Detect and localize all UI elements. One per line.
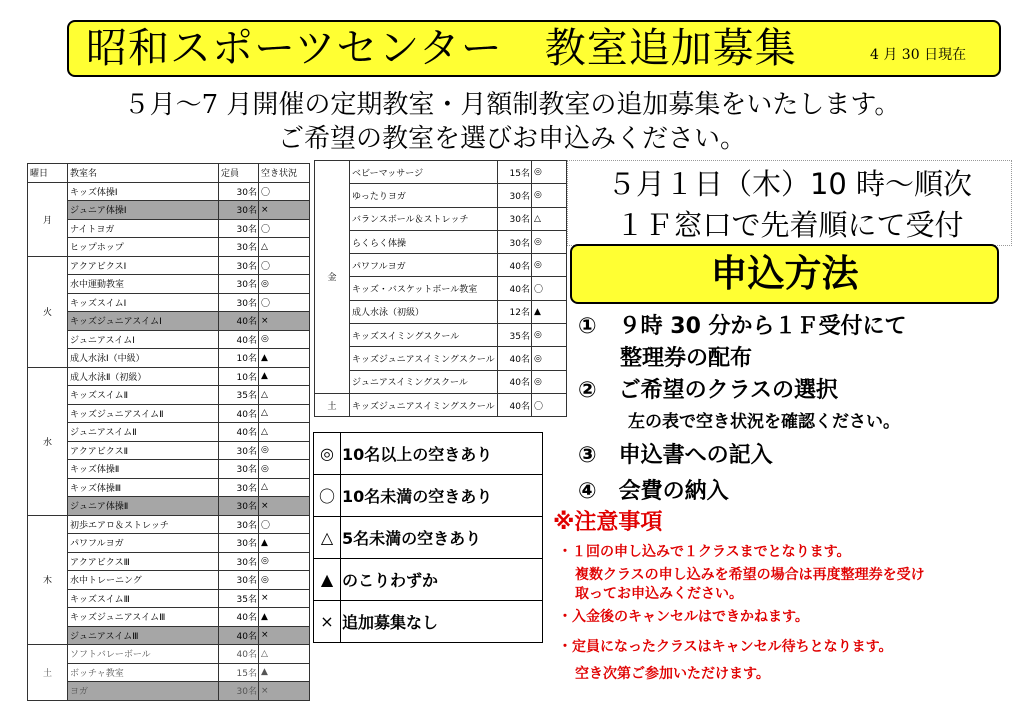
class-name: ヨガ — [68, 682, 219, 701]
availability-status: ▲ — [259, 663, 310, 682]
class-capacity: 30名 — [219, 552, 259, 571]
application-place: １Ｆ窓口で先着順にて受付 — [615, 208, 964, 242]
class-capacity: 10名 — [219, 367, 259, 386]
availability-status: 〇 — [532, 393, 567, 416]
availability-status: 〇 — [259, 515, 310, 534]
availability-status: × — [259, 312, 310, 331]
step-1-detail: 整理券の配布 — [620, 346, 753, 371]
class-name: キッズ体操Ⅱ — [68, 460, 219, 479]
step-4: ④ 会費の納入 — [578, 479, 729, 504]
availability-status: ◎ — [532, 254, 567, 277]
class-capacity: 40名 — [219, 404, 259, 423]
class-name: ソフトバレーボール — [68, 645, 219, 664]
class-capacity: 30名 — [219, 293, 259, 312]
schedule-row — [315, 370, 567, 393]
schedule-row — [28, 349, 310, 368]
class-capacity: 30名 — [219, 460, 259, 479]
schedule-row — [28, 423, 310, 442]
schedule-row — [315, 393, 567, 416]
class-capacity: 15名 — [219, 663, 259, 682]
legend-row — [314, 559, 543, 601]
schedule-row — [315, 300, 567, 323]
class-name: 成人水泳Ⅱ（初級） — [68, 367, 219, 386]
legend-text: 5名未満の空きあり — [341, 517, 543, 559]
note-1-detail-2: 取ってお申込みください。 — [575, 586, 743, 602]
class-capacity: 30名 — [219, 534, 259, 553]
availability-status: ◎ — [259, 460, 310, 479]
schedule-row — [315, 347, 567, 370]
class-capacity: 40名 — [219, 312, 259, 331]
application-date: ５月１日（木）10 時〜順次 — [606, 167, 973, 201]
header-capacity: 定員 — [219, 164, 259, 183]
availability-status: × — [259, 497, 310, 516]
schedule-row — [28, 682, 310, 701]
class-name: ボッチャ教室 — [68, 663, 219, 682]
schedule-row — [28, 663, 310, 682]
schedule-row — [28, 626, 310, 645]
class-capacity: 30名 — [219, 441, 259, 460]
schedule-row — [28, 589, 310, 608]
availability-status: ◎ — [532, 230, 567, 253]
class-capacity: 30名 — [498, 230, 532, 253]
availability-status: ◎ — [532, 370, 567, 393]
class-name: 成人水泳Ⅰ（中級） — [68, 349, 219, 368]
class-name: キッズ体操Ⅰ — [68, 182, 219, 201]
class-name: アクアビクスⅢ — [68, 552, 219, 571]
schedule-row — [28, 312, 310, 331]
notes-heading: ※注意事項 — [553, 510, 663, 535]
class-capacity: 12名 — [498, 300, 532, 323]
class-capacity: 35名 — [498, 324, 532, 347]
method-title: 申込方法 — [570, 244, 999, 304]
schedule-table-right — [314, 160, 567, 417]
class-capacity: 30名 — [219, 219, 259, 238]
class-name: ジュニアスイムⅢ — [68, 626, 219, 645]
schedule-row — [28, 238, 310, 257]
status-legend — [313, 432, 543, 643]
as-of-date: 4 月 30 日現在 — [870, 47, 967, 63]
availability-status: ◎ — [259, 330, 310, 349]
class-name: ジュニア体操Ⅰ — [68, 201, 219, 220]
class-capacity: 40名 — [498, 254, 532, 277]
day-cell: 火 — [28, 256, 68, 367]
legend-symbol: × — [314, 601, 341, 643]
availability-status: × — [259, 626, 310, 645]
class-name: ナイトヨガ — [68, 219, 219, 238]
class-name: 水中運動教室 — [68, 275, 219, 294]
schedule-row — [28, 404, 310, 423]
class-capacity: 40名 — [219, 330, 259, 349]
class-capacity: 40名 — [498, 370, 532, 393]
class-name: バランスボール＆ストレッチ — [350, 207, 498, 230]
day-cell: 金 — [315, 161, 350, 394]
availability-status: ◎ — [532, 161, 567, 184]
class-name: ジュニアスイムⅠ — [68, 330, 219, 349]
legend-text: 追加募集なし — [341, 601, 543, 643]
availability-status: × — [259, 201, 310, 220]
schedule-row — [28, 478, 310, 497]
schedule-header-row — [28, 164, 310, 183]
note-1-detail: 複数クラスの申し込みを希望の場合は再度整理券を受け — [575, 567, 925, 583]
availability-status: 〇 — [259, 182, 310, 201]
availability-status: ▲ — [259, 534, 310, 553]
class-name: ジュニアスイムⅡ — [68, 423, 219, 442]
day-cell: 木 — [28, 515, 68, 645]
schedule-row — [28, 460, 310, 479]
schedule-row — [28, 645, 310, 664]
availability-status: 〇 — [532, 277, 567, 300]
legend-text: 10名以上の空きあり — [341, 433, 543, 475]
schedule-row — [28, 219, 310, 238]
legend-symbol: 〇 — [314, 475, 341, 517]
class-capacity: 30名 — [219, 201, 259, 220]
class-capacity: 30名 — [498, 184, 532, 207]
availability-status: △ — [259, 478, 310, 497]
class-name: キッズジュニアスイムⅠ — [68, 312, 219, 331]
class-name: キッズスイムⅠ — [68, 293, 219, 312]
class-name: キッズジュニアスイミングスクール — [350, 393, 498, 416]
class-name: キッズスイミングスクール — [350, 324, 498, 347]
availability-status: ◎ — [259, 571, 310, 590]
availability-status: ◎ — [532, 347, 567, 370]
schedule-row — [315, 254, 567, 277]
day-cell: 土 — [315, 393, 350, 416]
availability-status: ◎ — [532, 184, 567, 207]
class-name: パワフルヨガ — [68, 534, 219, 553]
class-name: 水中トレーニング — [68, 571, 219, 590]
schedule-row — [28, 201, 310, 220]
class-capacity: 30名 — [219, 182, 259, 201]
schedule-row — [28, 552, 310, 571]
class-name: キッズスイムⅡ — [68, 386, 219, 405]
availability-status: ▲ — [259, 608, 310, 627]
class-name: アクアビクスⅡ — [68, 441, 219, 460]
schedule-row — [28, 608, 310, 627]
class-name: 成人水泳（初級） — [350, 300, 498, 323]
class-name: ジュニア体操Ⅱ — [68, 497, 219, 516]
availability-status: △ — [259, 645, 310, 664]
class-capacity: 30名 — [219, 571, 259, 590]
legend-row — [314, 517, 543, 559]
class-name: キッズジュニアスイムⅡ — [68, 404, 219, 423]
legend-symbol: ▲ — [314, 559, 341, 601]
step-1: ① ９時 30 分から１Ｆ受付にて — [578, 314, 907, 339]
legend-text: のこりわずか — [341, 559, 543, 601]
note-3-detail: 空き次第ご参加いただけます。 — [575, 666, 770, 682]
availability-status: ◎ — [259, 441, 310, 460]
class-name: ベビーマッサージ — [350, 161, 498, 184]
schedule-row — [28, 182, 310, 201]
availability-status: △ — [259, 238, 310, 257]
schedule-row — [28, 330, 310, 349]
schedule-row — [28, 293, 310, 312]
availability-status: ◎ — [259, 552, 310, 571]
schedule-row — [28, 367, 310, 386]
class-capacity: 35名 — [219, 589, 259, 608]
class-capacity: 30名 — [219, 238, 259, 257]
availability-status: ▲ — [532, 300, 567, 323]
day-cell: 月 — [28, 182, 68, 256]
class-capacity: 30名 — [219, 478, 259, 497]
class-name: ヒップホップ — [68, 238, 219, 257]
header-name: 教室名 — [68, 164, 219, 183]
class-name: キッズジュニアスイミングスクール — [350, 347, 498, 370]
schedule-row — [315, 230, 567, 253]
class-capacity: 30名 — [219, 256, 259, 275]
legend-row — [314, 433, 543, 475]
availability-status: △ — [259, 386, 310, 405]
legend-text: 10名未満の空きあり — [341, 475, 543, 517]
schedule-row — [28, 441, 310, 460]
availability-status: 〇 — [259, 256, 310, 275]
step-3: ③ 申込書への記入 — [578, 443, 773, 468]
step-2-note: 左の表で空き状況を確認ください。 — [628, 412, 900, 432]
day-cell: 土 — [28, 645, 68, 701]
schedule-row — [28, 571, 310, 590]
legend-row — [314, 601, 543, 643]
note-2: ・入金後のキャンセルはできかねます。 — [558, 609, 809, 625]
page-title: 昭和スポーツセンター 教室追加募集 — [86, 24, 797, 72]
class-capacity: 30名 — [498, 207, 532, 230]
class-capacity: 40名 — [219, 626, 259, 645]
header-status: 空き状況 — [259, 164, 310, 183]
availability-status: ◎ — [259, 275, 310, 294]
availability-status: 〇 — [259, 293, 310, 312]
class-capacity: 30名 — [219, 497, 259, 516]
class-capacity: 40名 — [219, 645, 259, 664]
class-capacity: 40名 — [219, 608, 259, 627]
schedule-row — [315, 184, 567, 207]
class-capacity: 30名 — [219, 515, 259, 534]
class-capacity: 10名 — [219, 349, 259, 368]
class-capacity: 30名 — [219, 275, 259, 294]
schedule-row — [315, 277, 567, 300]
class-capacity: 40名 — [219, 423, 259, 442]
class-name: キッズ・バスケットボール教室 — [350, 277, 498, 300]
class-capacity: 40名 — [498, 347, 532, 370]
class-name: キッズ体操Ⅲ — [68, 478, 219, 497]
schedule-row — [28, 534, 310, 553]
availability-status: △ — [259, 404, 310, 423]
class-capacity: 40名 — [498, 277, 532, 300]
class-capacity: 35名 — [219, 386, 259, 405]
class-name: キッズジュニアスイムⅢ — [68, 608, 219, 627]
schedule-row — [315, 161, 567, 184]
legend-symbol: ◎ — [314, 433, 341, 475]
note-3: ・定員になったクラスはキャンセル待ちとなります。 — [558, 639, 893, 655]
availability-status: ▲ — [259, 367, 310, 386]
availability-status: 〇 — [259, 219, 310, 238]
class-name: 初歩エアロ＆ストレッチ — [68, 515, 219, 534]
legend-row — [314, 475, 543, 517]
availability-status: △ — [532, 207, 567, 230]
subtitle-line-1: ５月〜7 月開催の定期教室・月額制教室の追加募集をいたします。 — [123, 90, 901, 120]
note-1: ・１回の申し込みで１クラスまでとなります。 — [558, 544, 851, 560]
availability-status: ▲ — [259, 349, 310, 368]
class-name: パワフルヨガ — [350, 254, 498, 277]
schedule-row — [315, 324, 567, 347]
schedule-row — [28, 386, 310, 405]
step-2: ② ご希望のクラスの選択 — [578, 378, 838, 403]
schedule-row — [28, 256, 310, 275]
schedule-row — [28, 515, 310, 534]
schedule-row — [28, 275, 310, 294]
schedule-row — [28, 497, 310, 516]
schedule-row — [315, 207, 567, 230]
class-name: ゆったりヨガ — [350, 184, 498, 207]
class-name: キッズスイムⅢ — [68, 589, 219, 608]
availability-status: × — [259, 682, 310, 701]
class-name: らくらく体操 — [350, 230, 498, 253]
header-day: 曜日 — [28, 164, 68, 183]
class-name: ジュニアスイミングスクール — [350, 370, 498, 393]
availability-status: ◎ — [532, 324, 567, 347]
day-cell: 水 — [28, 367, 68, 515]
schedule-table-left — [27, 163, 310, 701]
availability-status: △ — [259, 423, 310, 442]
class-capacity: 40名 — [498, 393, 532, 416]
class-name: アクアビクスⅠ — [68, 256, 219, 275]
subtitle-line-2: ご希望の教室を選びお申込みください。 — [277, 124, 746, 154]
legend-symbol: △ — [314, 517, 341, 559]
class-capacity: 15名 — [498, 161, 532, 184]
availability-status: × — [259, 589, 310, 608]
class-capacity: 30名 — [219, 682, 259, 701]
